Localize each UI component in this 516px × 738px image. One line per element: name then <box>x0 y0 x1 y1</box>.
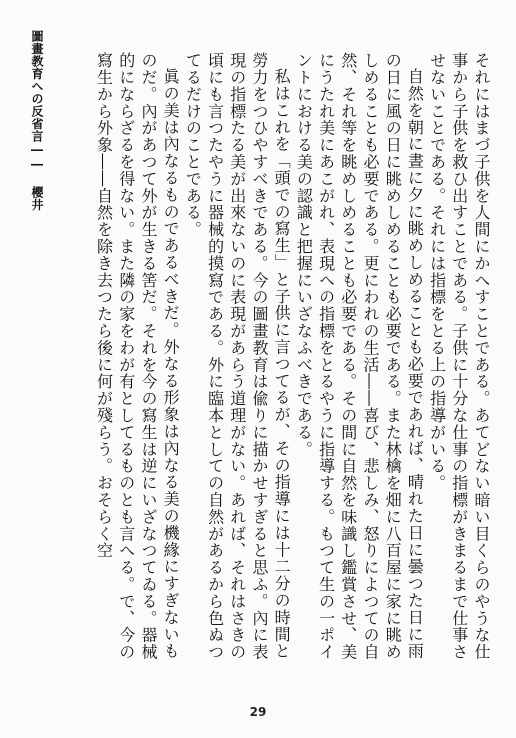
page-number: 29 <box>249 705 267 719</box>
paragraph-2: 自然を朝に晝に夕に眺めしめることも必要であれば、晴れた日に曇つた日に雨の日に風の日に眺めしめることも必要である。また林檎を畑に八百屋に家に眺めしめることも必要である。更にわれの生活――喜び、悲しみ、怒りによつての自然、それ等を眺めしめることも必要である。その間に自然を味識し鑑賞させ、美にうたれ美にあこがれ、表現への指標をとるやうに指導する。もつて生の一ポイントにおける美の認識と把握にいざなふべきである。 <box>294 52 425 661</box>
body-text <box>52 52 492 672</box>
paragraph-3: 私はこれを「頭での寫生」と子供に言つてるが、その指導には十二分の時間と勞力をつひやすべきである。今の圖畫教育は偸りに描かせすぎると思ふ。內に表現の指標たる美が出來ないのに表現があらう道理がない。あれば、それはさきの頃にも言つたやうに器械的摸寫である。外に臨本としての自然があるから色ぬつてるだけのことである。 <box>183 52 292 661</box>
paragraph-4: 眞の美は內なるものであるべきだ。外なる形象は內なる美の機緣にすぎないものだ。內があつて外が生きる筈だ。それを今の寫生は逆にいざなつてゐる。器械的にならざるを得ない。また隣の家をわが有としてるものとも言へる。で、今の寫生から外象――自然を除き去つたら後に何が殘らう。おそらく空 <box>94 52 181 661</box>
page <box>8 30 516 682</box>
paragraph-1: それにはまづ子供を人間にかへすことである。あてどない暗い目くらのやうな仕事から子供を救ひ出すことである。子供に十分な仕事の指標がきまるまで仕事させないことである。それには指標をとる上の指導がいる。 <box>427 52 491 661</box>
running-head: 圖畫教育への反省言―― 櫻井 <box>30 30 44 211</box>
